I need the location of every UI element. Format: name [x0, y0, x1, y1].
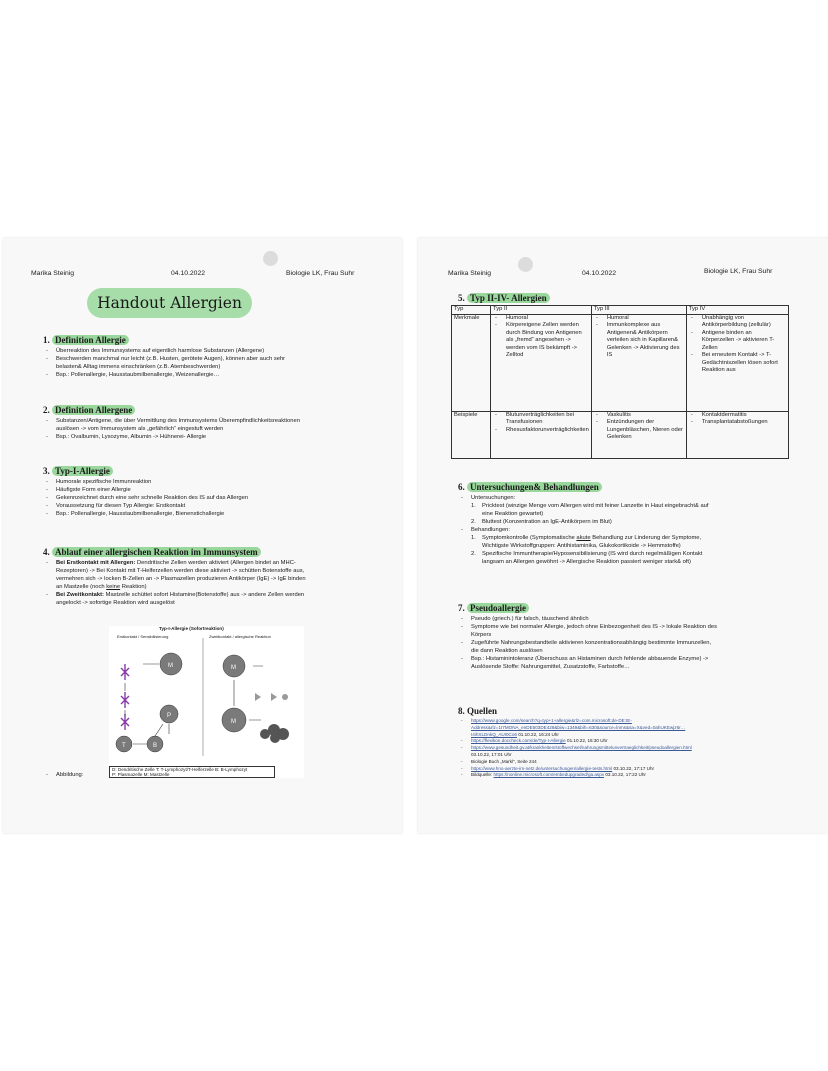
table-cell: - Unabhängig von Antikörperbildung (zellulär) - Antigene binden an Körperzellen -> aktivieren T-Zellen - Bei erneutem Kontakt -> T- Gedächtniszellen lösen sofort Reaktion aus	[686, 314, 788, 411]
table-cell: - Humoral - Immunkomplexe aus Antigenen& Antikörpern verteilen sich in Kapillaren& Gelenken -> Aktivierung des IS	[591, 314, 686, 411]
svg-text:T: T	[122, 743, 126, 749]
bullet-continuation: Körpers	[471, 632, 492, 638]
source-link[interactable]: - Bildquelle: https://nonline.microsoft.com/embedupgraded/ga.aspx 03.10.22, 17:22 Uhr	[458, 772, 823, 779]
section-ablauf-reaktion	[43, 547, 398, 607]
row-label: Beispiele	[452, 411, 491, 458]
bullet-continuation: die dann Reaktion auslösen	[471, 648, 543, 654]
bullet-continuation: angelockt -> sofortige Reaktion wird ausgelöst	[56, 600, 175, 606]
figure-label	[43, 771, 83, 779]
bullet-continuation: Auslösende Stoffe: Nahrungsmittel, Zusatzstoffe, Farbstoffe…	[471, 664, 630, 670]
figure-column-label: Zweitkontakt / allergische Reaktion	[209, 634, 271, 639]
punch-hole	[518, 257, 533, 272]
handout-page-right	[418, 238, 828, 833]
table-row	[452, 411, 789, 458]
numbered-item: 2. Bluttest (Konzentration an IgE-Antikörpern im Blut)	[471, 519, 612, 525]
svg-text:P: P	[167, 713, 172, 719]
bullet-continuation: belasten& Alltag immens einschränken (z.B. Atembeschwerden)	[56, 364, 221, 370]
source-link-continuation[interactable]: Address&rlz=1I7MONA_enDE503DE428&biw=1349&bih=630&source=lnms&sa=X&ved=0ahUKEwjz6r…	[471, 724, 686, 730]
table-cell: - Blutunverträglichkeiten bei Transfusionen - Rhesusfaktorunverträglichkeiten	[491, 411, 592, 458]
figure-legend	[109, 766, 275, 778]
table-cell: - Humoral - Körpereigene Zellen werden durch Bindung von Antigenen als „fremd“ angesehen -> werden vom IS bekämpft -> Zelltod	[491, 314, 592, 411]
svg-text:B: B	[153, 743, 158, 749]
section-untersuchungen	[458, 482, 818, 566]
bullet-item: - Abbildung:	[43, 771, 83, 779]
table-header: Typ III	[591, 306, 686, 315]
table-cell: - Vaskulitis - Entzündungen der Lungenbläschen, Nieren oder Gelenken	[591, 411, 686, 458]
bullet-item: - Gekennzeichnet durch eine sehr schnelle Reaktion des IS auf das Allergen	[43, 494, 393, 502]
bullet-item: - Untersuchungen:	[458, 494, 818, 502]
source-link[interactable]: - https://www.google.com/search?q=typ+1+allergie&rlz=com.microsoft:de-DE:IE-	[458, 718, 823, 725]
source-book: - Biologie Buch „Markl“, Seite 244	[458, 759, 823, 766]
section-heading: 3. Typ-I-Allergie	[43, 466, 393, 476]
legend-line: P: Plasmazelle M: Mastzelle	[112, 771, 170, 777]
bullet-item: - Bei Erstkontakt mit Allergen: Dendritische Zellen werden aktiviert (Allergen bindet an MHC-	[43, 559, 398, 567]
legend-line: D: Dendritische Zelle T: T-Lymphozyt/T-Helferzelle B: B-Lymphozyt	[112, 766, 248, 772]
course-info: Biologie LK, Frau Suhr	[704, 268, 773, 275]
bullet-continuation: eine Reaktion gewartet)	[482, 511, 544, 517]
table-header: Typ IV	[686, 306, 788, 315]
section-typ-1-allergie	[43, 466, 393, 518]
bullet-continuation: langsam an Allergen gewöhnt -> Allergische Reaktion passiert weniger stark& oft)	[482, 559, 691, 565]
bullet-item: - Behandlungen:	[458, 526, 818, 534]
bullet-item: - Substanzen/Antigene, die über Vermittlung des Immunsystems Überempfindlichkeitsreaktionen	[43, 417, 393, 425]
document-date: 04.10.2022	[582, 270, 617, 277]
bullet-item: - Zugeführte Nahrungsbestandteile aktivieren konzentrationsabhängig bestimmte Immunzellen,	[458, 639, 818, 647]
section-heading: 5. Typ II-IV- Allergien	[458, 293, 550, 303]
bullet-item: - Häufigste Form einer Allergie	[43, 486, 393, 494]
section-heading: 4. Ablauf einer allergischen Reaktion im Immunsystem	[43, 547, 398, 557]
figure-column-label: Erstkontakt / Sensibilisierung	[117, 634, 169, 639]
section-definition-allergene	[43, 405, 393, 441]
bullet-item: - Beschwerden manchmal nur leicht (z.B. Husten, gerötete Augen), können aber auch sehr	[43, 355, 393, 363]
table-header-row	[452, 306, 789, 315]
section-typ-2-4-heading	[458, 293, 550, 305]
table-header: Typ	[452, 306, 491, 315]
table-cell: - Kontaktdermatitis - Transplantatabstoßungen	[686, 411, 788, 458]
author-name: Marika Steinig	[31, 270, 75, 277]
source-link[interactable]: - https://www.gesundheit.gv.at/krankheiten/stoffwechsel/nahrungsmittelunvertraeglichkeit/pseudoallergien.html	[458, 745, 823, 752]
bullet-item: - Bsp.: Histaminintoleranz (Überschuss an Histaminen durch fehlende abbauende Enzyme) ->	[458, 655, 818, 663]
bullet-item: - Bei Zweitkontakt: Mastzelle schüttet sofort Histamine(Botenstoffe) aus -> andere Zellen werden	[43, 591, 398, 599]
punch-hole	[263, 251, 278, 266]
source-date: 03.10.22, 17:01 Uhr	[471, 751, 512, 757]
row-label: Merkmale	[452, 314, 491, 411]
bullet-continuation: auslösen -> vom Immunsystem als „gefährlich“ eingestuft werden	[56, 426, 224, 432]
section-heading: 6. Untersuchungen& Behandlungen	[458, 482, 818, 492]
numbered-item: 1. Pricktest (winzige Menge vom Allergen wird mit feiner Lanzette in Haut eingebracht& auf	[471, 503, 709, 509]
bullet-continuation: an Mastzelle (noch keine Reaktion)	[56, 584, 147, 590]
numbered-item: 1. Symptomkontrolle (Symptomatische akute Behandlung zur Linderung der Symptome,	[471, 535, 702, 541]
immune-reaction-diagram	[109, 638, 304, 773]
bullet-item: - Bsp.: Pollenallergie, Hausstaubmilbenallergie, Bienenstichallergie	[43, 510, 393, 518]
source-link-continuation[interactable]: I4ihXLDnkQ_AUI0Co6 01.10.22, 16:24 Uhr	[471, 731, 559, 737]
source-link[interactable]: - https://www.hno-aerzte-im-netz.de/untersuchungen/allergie-tests.html 03.10.22, 17:17 Uhr	[458, 766, 823, 773]
document-date: 04.10.2022	[171, 270, 206, 277]
figure-title: Typ-I-Allergie (Sofortreaktion)	[159, 626, 224, 631]
bullet-continuation: Rezeptoren) -> Bei Kontakt mit T-Helferzellen werden diese aktiviert -> schütten Botenstoffe aus,	[56, 568, 305, 574]
course-info: Biologie LK, Frau Suhr	[286, 270, 355, 277]
bullet-item: - Symptome wie bei normaler Allergie, jedoch ohne Einbezogenheit des IS -> lokale Reaktion des	[458, 623, 818, 631]
section-heading: 7. Pseudoallergie	[458, 603, 818, 613]
section-heading: 8. Quellen	[458, 706, 498, 716]
page-title: Handout Allergien	[87, 288, 252, 318]
bullet-item: - Voraussetzung für diesen Typ Allergie: Erstkontakt	[43, 502, 393, 510]
section-pseudoallergie	[458, 603, 818, 671]
section-definition-allergie	[43, 335, 393, 379]
bullet-continuation: Wichtigste Wirkstoffgruppen: Antihistaminika, Glukokortikoide -> Hemmstoffe)	[482, 543, 681, 549]
author-name: Marika Steinig	[448, 270, 492, 277]
allergy-figure	[109, 626, 304, 778]
bullet-item: - Überreaktion des Immunsystems auf eigentlich harmlose Substanzen (Allergene)	[43, 347, 393, 355]
svg-text:M: M	[168, 663, 173, 669]
source-link[interactable]: - https://flexikon.doccheck.com/de/Typ-I-Allergie 01.10.22, 16:30 Uhr	[458, 738, 823, 745]
bullet-item: - Bsp.: Pollenallergie, Hausstaubmilbenallergie, Weizenallergie…	[43, 371, 393, 379]
bullet-continuation: vermehren sich -> locken B-Zellen an -> Plasmazellen produzieren Antikörper (IgE) -> IgE binden	[56, 576, 306, 582]
allergy-types-table	[451, 305, 789, 459]
table-row	[452, 314, 789, 411]
svg-text:M: M	[231, 719, 236, 725]
bullet-item: - Humorale spezifische Immunreaktion	[43, 478, 393, 486]
section-quellen	[458, 706, 823, 779]
table-header: Typ II	[491, 306, 592, 315]
section-heading: 2. Definition Allergene	[43, 405, 393, 415]
svg-text:M: M	[231, 665, 236, 671]
numbered-item: 2. Spezifische Immuntherapie/Hyposensibilisierung (IS wird durch regelmäßigen Kontakt	[471, 551, 703, 557]
bullet-item: - Pseudo (griech.) für falsch, täuschend ähnlich	[458, 615, 818, 623]
bullet-item: - Bsp.: Ovalbumin, Lysozyme, Albumin -> Hühnerei- Allergie	[43, 433, 393, 441]
handout-page-left	[3, 238, 402, 833]
section-heading: 1. Definition Allergie	[43, 335, 393, 345]
